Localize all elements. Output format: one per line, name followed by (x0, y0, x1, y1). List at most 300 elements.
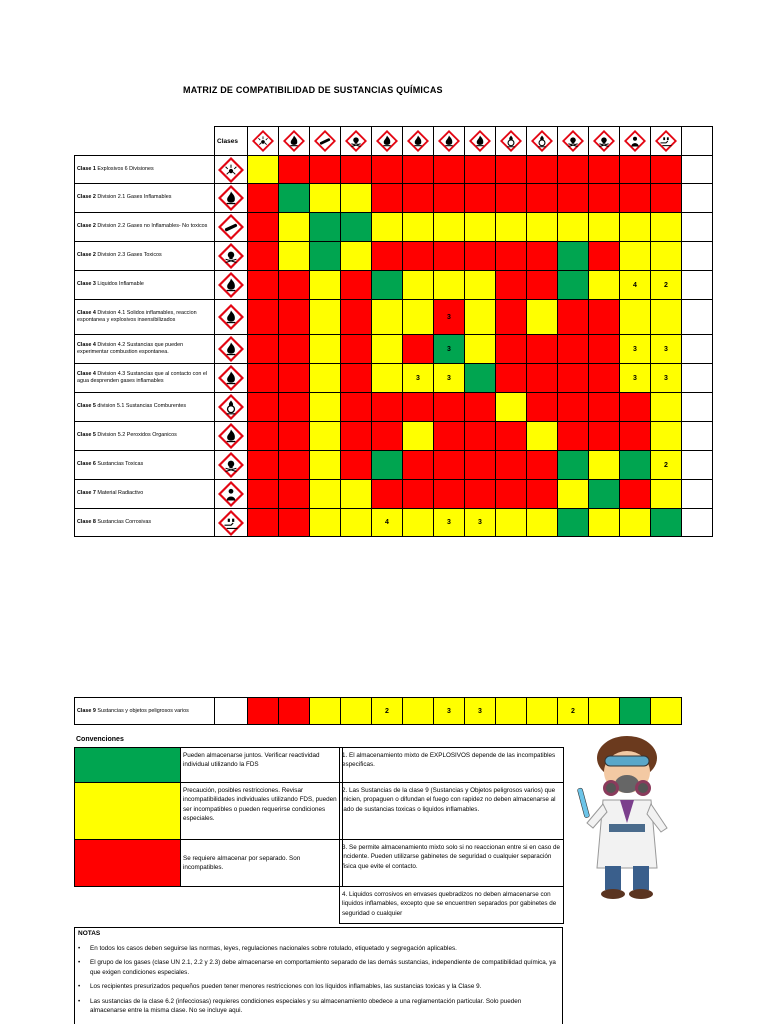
matrix-cell (279, 509, 310, 537)
matrix-cell: 2 (651, 271, 682, 300)
row-icon-cell (215, 156, 248, 184)
matrix-cell-blank (682, 335, 713, 364)
matrix-cell (341, 213, 372, 242)
matrix-cell (620, 184, 651, 213)
matrix-cell: 2 (651, 451, 682, 480)
matrix-cell (310, 422, 341, 451)
matrix-cell (496, 300, 527, 335)
row-label (75, 393, 215, 422)
matrix-cell (465, 480, 496, 509)
matrix-cell: 3 (434, 300, 465, 335)
matrix-cell (279, 364, 310, 393)
matrix-corner (75, 127, 215, 156)
matrix-cell (496, 364, 527, 393)
matrix-cell (403, 242, 434, 271)
matrix-cell: 3 (620, 335, 651, 364)
matrix-cell (465, 364, 496, 393)
matrix-cell (403, 213, 434, 242)
row-icon-cell (215, 480, 248, 509)
row-label (75, 422, 215, 451)
matrix-cell (558, 184, 589, 213)
scientist-illustration (575, 728, 687, 900)
matrix-row (75, 509, 713, 537)
matrix-cell (403, 422, 434, 451)
column-header (279, 127, 310, 156)
matrix-row (75, 422, 713, 451)
matrix-cell (620, 422, 651, 451)
matrix-cell (651, 698, 682, 725)
matrix-cell (372, 364, 403, 393)
note-item (78, 997, 559, 1016)
matrix-cell: 4 (372, 509, 403, 537)
flame-icon (215, 185, 247, 211)
row-description: Division 2.2 Gases no Inflamables- No toxicos (97, 223, 208, 230)
matrix-cell: 3 (434, 698, 465, 725)
matrix-cell: 2 (558, 698, 589, 725)
matrix-cell (558, 156, 589, 184)
column-header (341, 127, 372, 156)
matrix-cell (589, 156, 620, 184)
matrix-cell (403, 156, 434, 184)
column-header (527, 127, 558, 156)
row-icon-cell (215, 335, 248, 364)
row-label (75, 242, 215, 271)
bullet: • (78, 983, 81, 991)
matrix-cell (620, 451, 651, 480)
column-header (248, 127, 279, 156)
matrix-cell (558, 213, 589, 242)
matrix-cell (372, 393, 403, 422)
matrix-cell (527, 480, 558, 509)
matrix-cell (279, 335, 310, 364)
skull-icon (215, 452, 247, 478)
column-header (465, 127, 496, 156)
matrix-cell (651, 480, 682, 509)
matrix-cell (403, 698, 434, 725)
matrix-cell (465, 242, 496, 271)
matrix-cell (310, 393, 341, 422)
numbered-note: 2. Las Sustancias de la clase 9 (Sustancias y Objetos peligrosos varios) que inicien, propaguen o difundan el fuego con rapidez no deben almacenarse al lado de sustancias toxicas o liquidos inflamables. (340, 783, 564, 840)
matrix-cell-blank (682, 242, 713, 271)
column-header (434, 127, 465, 156)
flame-icon (215, 272, 247, 298)
conventions-title: Convenciones (76, 736, 124, 743)
matrix-cell (310, 698, 341, 725)
flame-icon (215, 365, 247, 391)
matrix-cell (589, 509, 620, 537)
row-label (75, 156, 215, 184)
row-label (75, 271, 215, 300)
matrix-cell (589, 393, 620, 422)
flame-icon (465, 130, 495, 152)
matrix-cell (403, 300, 434, 335)
matrix-cell-blank (682, 271, 713, 300)
row-class: Clase 7 (77, 490, 96, 497)
explosive-icon (248, 130, 278, 152)
matrix-cell-blank (682, 393, 713, 422)
matrix-cell (403, 184, 434, 213)
matrix-cell (465, 300, 496, 335)
matrix-cell (496, 480, 527, 509)
radiation-icon (215, 481, 247, 507)
matrix-cell (620, 213, 651, 242)
matrix-cell (372, 480, 403, 509)
matrix-row (75, 300, 713, 335)
note-text: El grupo de los gases (clase UN 2.1, 2.2 y 2.3) debe almacenarse en comportamiento separado de las demás sustancias, independiente de compatibilidad química, ya que exigen condiciones especiales. (90, 959, 556, 976)
matrix-cell (279, 451, 310, 480)
row-description: Sustancias Toxicas (97, 461, 144, 468)
column-header (496, 127, 527, 156)
numbered-note: 3. Se permite almacenamiento mixto solo si no reaccionan entre si en caso de incidente. Pueden utilizarse gabinetes de seguridad o cualquier separación fisica que evite el contacto. (340, 840, 564, 887)
matrix-cell (310, 300, 341, 335)
row-icon-cell (215, 271, 248, 300)
row-class: Clase 4 (77, 309, 96, 316)
column-header (310, 127, 341, 156)
row-label (75, 509, 215, 537)
row-icon-cell (215, 213, 248, 242)
skull-icon (215, 243, 247, 269)
matrix-cell (341, 242, 372, 271)
matrix-cell (558, 422, 589, 451)
numbered-note: 4. Liquidos corrosivos en envases quebradizos no deben almacenarse con liquidos inflamables, excepto que se encuentren separados por gabinetes de seguridad o cualquier (340, 887, 564, 924)
row-description: Sustancias y objetos peligrosos varios (97, 708, 189, 714)
row-label (75, 213, 215, 242)
skull-icon (589, 130, 619, 152)
matrix-cell (341, 451, 372, 480)
matrix-cell (341, 698, 372, 725)
matrix-cell (372, 156, 403, 184)
matrix-cell (403, 393, 434, 422)
matrix-cell-blank (682, 364, 713, 393)
row-class: Clase 9 (77, 708, 96, 714)
matrix-cell (589, 364, 620, 393)
matrix-cell (527, 509, 558, 537)
matrix-cell (403, 271, 434, 300)
matrix-cell (279, 480, 310, 509)
matrix-row (75, 335, 713, 364)
matrix-cell (465, 451, 496, 480)
matrix-cell (620, 509, 651, 537)
matrix-cell-blank (682, 480, 713, 509)
matrix-cell (248, 393, 279, 422)
matrix-cell (341, 422, 372, 451)
matrix-cell (558, 335, 589, 364)
matrix-cell (651, 213, 682, 242)
column-header (682, 127, 713, 156)
notes-title: NOTAS (78, 930, 101, 937)
skull-icon (558, 130, 588, 152)
row-class: Clase 1 (77, 165, 96, 172)
matrix-cell (496, 242, 527, 271)
note-text: En todos los casos deben seguirse las normas, leyes, regulaciones nacionales sobre rotulado, etiquetado y segregación aplicables. (90, 944, 457, 952)
note-item (78, 958, 559, 977)
matrix-cell: 4 (620, 271, 651, 300)
column-header (620, 127, 651, 156)
row-icon-cell (215, 698, 248, 725)
matrix-cell (372, 300, 403, 335)
matrix-cell (372, 451, 403, 480)
matrix-cell (341, 300, 372, 335)
row-label (75, 364, 215, 393)
matrix-cell (527, 271, 558, 300)
row-icon-cell (215, 509, 248, 537)
matrix-cell (651, 393, 682, 422)
matrix-cell (279, 698, 310, 725)
matrix-cell (589, 422, 620, 451)
row-label (75, 480, 215, 509)
matrix-cell: 3 (465, 509, 496, 537)
matrix-cell (527, 422, 558, 451)
flame-over-circle-icon (496, 130, 526, 152)
matrix-cell (248, 184, 279, 213)
matrix-cell (403, 509, 434, 537)
matrix-cell (465, 393, 496, 422)
matrix-cell (620, 393, 651, 422)
matrix-cell (341, 156, 372, 184)
row-class: Clase 6 (77, 461, 96, 468)
matrix-cell (465, 213, 496, 242)
matrix-cell (434, 393, 465, 422)
row-icon-cell (215, 242, 248, 271)
flame-icon (434, 130, 464, 152)
row-description: Explosivos 6 Divisiones (97, 165, 154, 172)
row-description: Sustancias Corrosivas (97, 518, 152, 525)
matrix-cell (248, 242, 279, 271)
matrix-cell (465, 184, 496, 213)
matrix-row (75, 156, 713, 184)
matrix-row (75, 213, 713, 242)
row-description: Division 4.2 Sustancias que pueden experimentar combustion espontanea. (77, 341, 184, 355)
matrix-cell (589, 242, 620, 271)
matrix-cell (310, 509, 341, 537)
row-class: Clase 5 (77, 403, 96, 410)
matrix-cell (372, 335, 403, 364)
matrix-cell (341, 271, 372, 300)
row-icon-cell (215, 451, 248, 480)
matrix-cell (465, 335, 496, 364)
flame-icon (403, 130, 433, 152)
matrix-cell (248, 451, 279, 480)
matrix-cell (279, 213, 310, 242)
matrix-cell (372, 184, 403, 213)
row-description: Division 2.3 Gases Toxicos (97, 252, 162, 259)
flame-over-circle-icon (527, 130, 557, 152)
matrix-cell (589, 451, 620, 480)
matrix-cell-blank (682, 213, 713, 242)
explosive-icon (215, 157, 247, 183)
matrix-cell: 3 (465, 698, 496, 725)
matrix-cell (310, 213, 341, 242)
matrix-cell (589, 213, 620, 242)
corrosive-icon (651, 130, 681, 152)
matrix-cell: 3 (620, 364, 651, 393)
row-class: Clase 5 (77, 432, 96, 439)
matrix-cell (341, 480, 372, 509)
matrix-cell (527, 393, 558, 422)
matrix-cell-blank (682, 451, 713, 480)
convention-text: Precaución, posibles restricciones. Revisar incompatibilidades individuales utilizando FDS, pueden ser incompatibles o pueden requerirse condiciones especiales. (181, 783, 343, 840)
matrix-cell (310, 364, 341, 393)
matrix-cell (465, 156, 496, 184)
matrix-cell-blank (682, 509, 713, 537)
bullet: • (78, 997, 81, 1005)
numbered-note: 1. El almacenamiento mixto de EXPLOSIVOS depende de las incompatibles especificas. (340, 748, 564, 783)
matrix-cell (620, 698, 651, 725)
matrix-cell (248, 300, 279, 335)
matrix-cell (496, 213, 527, 242)
matrix-cell (589, 480, 620, 509)
matrix-cell: 3 (651, 364, 682, 393)
matrix-cell (434, 184, 465, 213)
matrix-cell (310, 451, 341, 480)
bullet: • (78, 944, 81, 952)
matrix-cell (496, 271, 527, 300)
convention-swatch (75, 783, 181, 840)
bullet: • (78, 959, 81, 967)
matrix-cell (651, 509, 682, 537)
matrix-cell: 3 (434, 335, 465, 364)
conventions-table (74, 747, 343, 887)
column-header (558, 127, 589, 156)
row-label (75, 300, 215, 335)
row-label (75, 335, 215, 364)
matrix-cell (248, 213, 279, 242)
class9-row (74, 697, 682, 725)
matrix-cell (558, 451, 589, 480)
matrix-cell (527, 451, 558, 480)
note-item (78, 944, 559, 953)
matrix-cell (589, 271, 620, 300)
flame-icon (279, 130, 309, 152)
matrix-cell-blank (682, 184, 713, 213)
note-item (78, 982, 559, 991)
matrix-row (75, 480, 713, 509)
row-label (75, 698, 215, 725)
matrix-cell (434, 480, 465, 509)
row-icon-cell (215, 422, 248, 451)
matrix-cell-blank (682, 156, 713, 184)
header-label: Clases (215, 127, 248, 156)
matrix-cell (372, 271, 403, 300)
matrix-cell (248, 335, 279, 364)
matrix-cell (279, 300, 310, 335)
convention-text: Pueden almacenarse juntos. Verificar reactividad individual utilizando la FDS (181, 748, 343, 783)
matrix-cell (527, 300, 558, 335)
matrix-cell (527, 335, 558, 364)
matrix-cell (434, 422, 465, 451)
row-icon-cell (215, 364, 248, 393)
matrix-cell (527, 698, 558, 725)
matrix-cell: 3 (403, 364, 434, 393)
matrix-cell (558, 393, 589, 422)
row-description: Liquidos Inflamable (97, 281, 144, 288)
row-class: Clase 8 (77, 518, 96, 525)
matrix-cell (620, 156, 651, 184)
matrix-cell: 3 (434, 509, 465, 537)
column-header (372, 127, 403, 156)
page-title: MATRIZ DE COMPATIBILIDAD DE SUSTANCIAS QUÍMICAS (183, 85, 443, 95)
matrix-cell (248, 698, 279, 725)
matrix-cell (651, 242, 682, 271)
column-header (651, 127, 682, 156)
matrix-cell (341, 335, 372, 364)
matrix-row (75, 451, 713, 480)
row-description: Division 2.1 Gases Inflamables (97, 194, 172, 201)
matrix-cell (620, 480, 651, 509)
matrix-cell (651, 184, 682, 213)
row-class: Clase 2 (77, 223, 96, 230)
row-icon-cell (215, 393, 248, 422)
note-text: Los recipientes presurizados pequeños pueden tener menores restricciones con los líquidos inflamables, las sustancias toxicas y la Clase 9. (90, 983, 482, 991)
matrix-cell (558, 242, 589, 271)
matrix-cell (527, 184, 558, 213)
matrix-cell (248, 271, 279, 300)
matrix-row (75, 184, 713, 213)
row-description: division 5.1 Sustancias Comburentes (97, 403, 187, 410)
convention-text: Se requiere almacenar por separado. Son incompatibles. (181, 840, 343, 887)
note-text: Las sustancias de la clase 6.2 (infecciosas) requieres condiciones especiales y su almacenamiento obedece a una reglamentación particular. Solo pueden almacenarse entre la misma clase. No se incluye aqui. (90, 997, 522, 1014)
matrix-cell (279, 184, 310, 213)
matrix-cell-blank (682, 422, 713, 451)
flame-over-circle-icon (215, 394, 247, 420)
matrix-cell (434, 451, 465, 480)
matrix-row (75, 242, 713, 271)
gas-cylinder-icon (310, 130, 340, 152)
matrix-cell (527, 156, 558, 184)
matrix-cell (589, 184, 620, 213)
matrix-cell (372, 242, 403, 271)
notes-box (74, 927, 563, 1024)
matrix-cell (310, 156, 341, 184)
row-description: Division 4.3 Sustancias que al contacto con el agua desprenden gases inflamables (77, 370, 208, 384)
flame-icon (372, 130, 402, 152)
matrix-cell (651, 422, 682, 451)
matrix-cell (589, 698, 620, 725)
matrix-row (75, 271, 713, 300)
matrix-cell (248, 364, 279, 393)
row-description: Division 4.1 Solidos inflamables, reaccion espontanea y explosivos insensibilizados (77, 309, 197, 323)
matrix-cell (620, 242, 651, 271)
column-header (589, 127, 620, 156)
matrix-cell (465, 271, 496, 300)
matrix-cell (434, 156, 465, 184)
matrix-cell (248, 509, 279, 537)
matrix-cell (589, 300, 620, 335)
flame-icon (215, 423, 247, 449)
matrix-row (75, 393, 713, 422)
convention-swatch (75, 840, 181, 887)
matrix-cell (558, 364, 589, 393)
matrix-cell (496, 451, 527, 480)
matrix-cell (403, 335, 434, 364)
matrix-cell (310, 242, 341, 271)
row-icon-cell (215, 300, 248, 335)
matrix-cell (465, 422, 496, 451)
matrix-cell: 2 (372, 698, 403, 725)
matrix-cell (558, 300, 589, 335)
row-label (75, 184, 215, 213)
matrix-cell (372, 422, 403, 451)
matrix-cell (620, 300, 651, 335)
matrix-cell (496, 393, 527, 422)
matrix-cell (248, 422, 279, 451)
matrix-cell (589, 335, 620, 364)
matrix-cell (434, 242, 465, 271)
row-label (75, 451, 215, 480)
matrix-cell (434, 213, 465, 242)
radiation-icon (620, 130, 650, 152)
matrix-cell (496, 335, 527, 364)
